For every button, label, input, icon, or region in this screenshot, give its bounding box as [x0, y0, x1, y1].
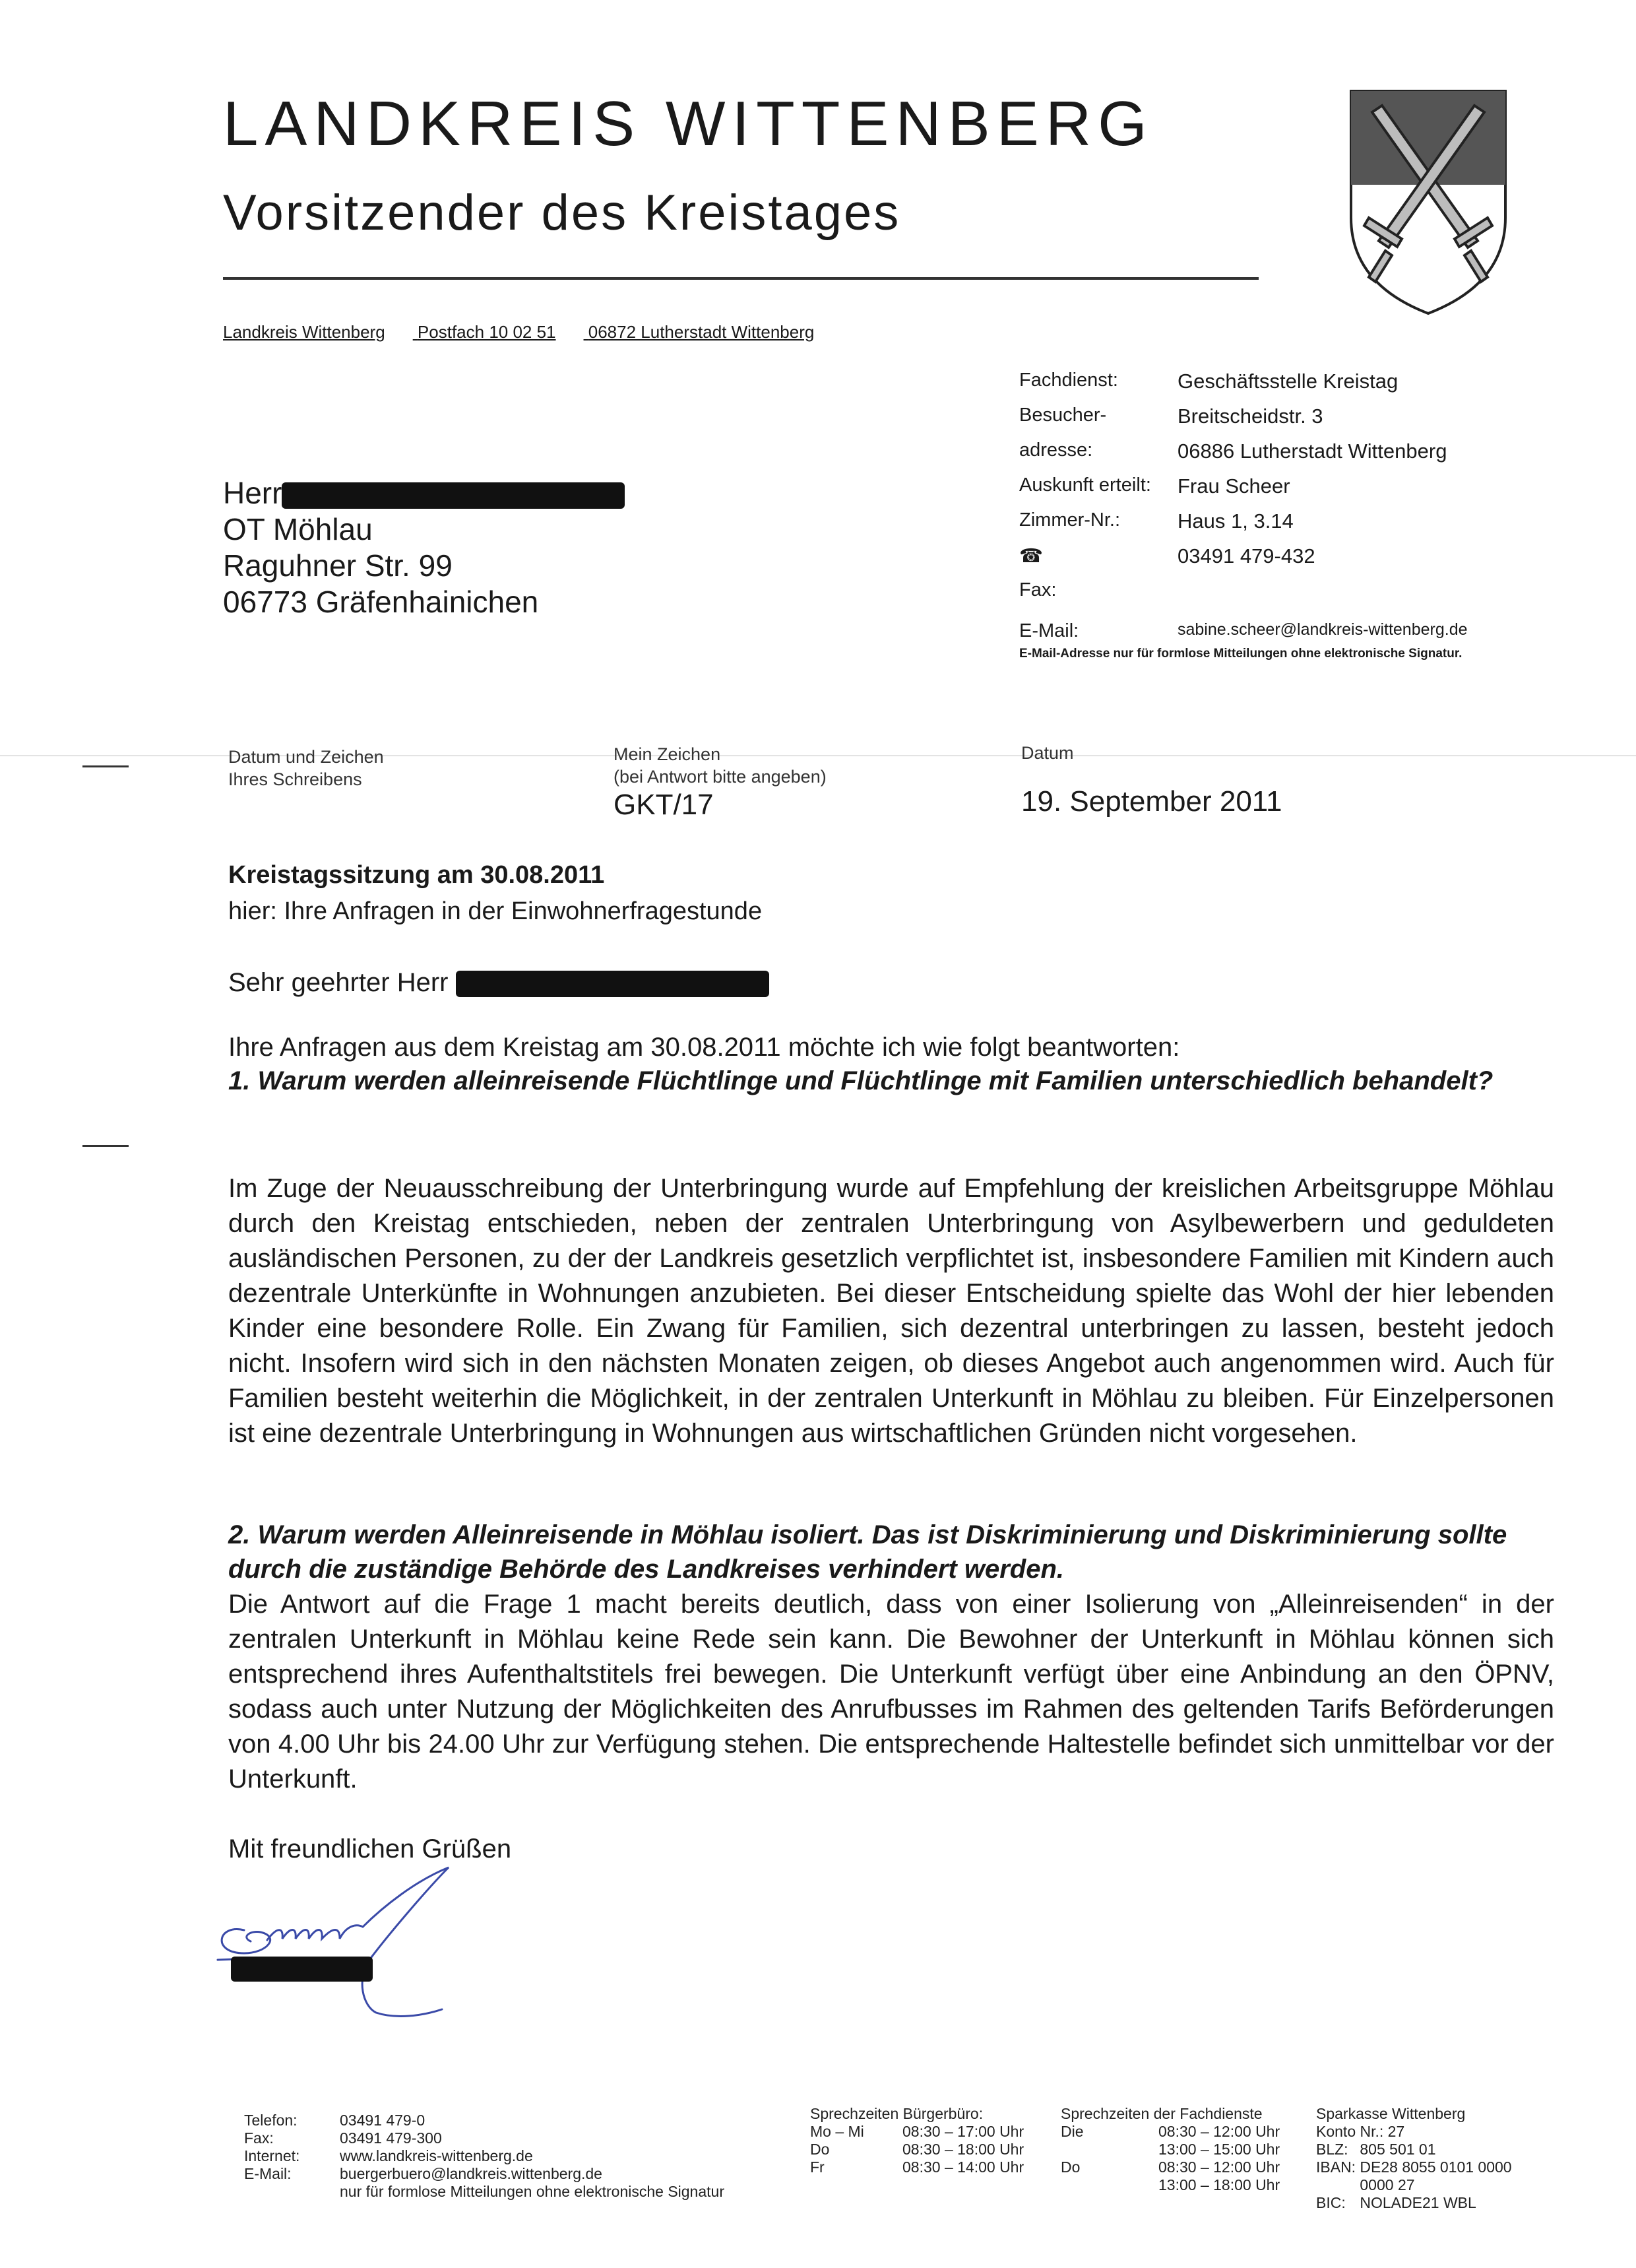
header-divider	[223, 277, 1259, 280]
fold-mark	[82, 1145, 129, 1147]
subject-line: Kreistagssitzung am 30.08.2011	[228, 861, 605, 889]
redacted-name	[282, 482, 625, 509]
recipient-name-line: Herr	[223, 475, 625, 511]
footer-office-hours: Sprechzeiten Bürgerbüro: Mo – Mi Do Fr 08:30 – 17:00 Uhr 08:30 – 18:00 Uhr 08:30 – 14:00 Uhr	[810, 2105, 1024, 2176]
my-reference-label: Mein Zeichen (bei Antwort bitte angeben)	[614, 744, 827, 787]
your-reference-label: Datum und Zeichen Ihres Schreibens	[228, 747, 384, 789]
footer-contact-labels: Telefon: Fax: Internet: E-Mail:	[244, 2112, 300, 2182]
redacted-name	[456, 971, 769, 997]
signature	[204, 1861, 495, 2019]
email-note: E-Mail-Adresse nur für formlose Mitteilungen ohne elektronische Signatur.	[1019, 647, 1463, 661]
letter-date: 19. September 2011	[1021, 785, 1282, 818]
recipient-line: OT Möhlau	[223, 512, 373, 546]
question-1: 1. Warum werden alleinreisende Flüchtlinge und Flüchtlinge mit Familien unterschiedlich behandelt?	[228, 1066, 1494, 1095]
return-address-city: 06872 Lutherstadt Wittenberg	[588, 322, 815, 342]
question-2: 2. Warum werden Alleinreisende in Möhlau isoliert. Das ist Diskriminierung und Diskriminierung sollte durch die zuständige Behörde des Landkreises verhindert werden.	[228, 1520, 1507, 1584]
answer-1: Im Zuge der Neuausschreibung der Unterbringung wurde auf Empfehlung der kreislichen Arbeitsgruppe Möhlau durch den Kreistag entschieden, neben der zentralen Unterbringung von Asylbewerbern und geduldeten ausländischen Personen, zu der der Landkreis gesetzlich verpflichtet ist, insbesondere Familien mit Kindern auch dezentrale Unterkünfte in Wohnungen anzubieten. Bei dieser Entscheidung spielte das Wohl der hier lebenden Kinder eine besondere Rolle. Ein Zwang für Familien, sich dezentral unterbringen zu lassen, besteht jedoch nicht. Insofern wird sich in den nächsten Monaten zeigen, ob dieses Angebot auch angenommen wird. Auch für Familien besteht weiterhin die Möglichkeit, in der zentralen Unterkunft in Möhlau zu bleiben. Für Einzelpersonen ist eine dezentrale Unterbringung in Wohnungen aus wirtschaftlichen Gründen nicht vorgesehen.	[228, 1174, 1554, 1448]
answer-2: Die Antwort auf die Frage 1 macht bereits deutlich, dass von einer Isolierung von „Alleinreisenden“ in der zentralen Unterkunft in Möhlau keine Rede sein kann. Die Bewohner der Unterkunft in Möhlau können sich entsprechend ihres Aufenthaltstitels frei bewegen. Die Unterkunft verfügt über eine Anbindung an den ÖPNV, sodass auch unter Nutzung der Möglichkeiten des Anrufbusses im Rahmen des geltenden Tarifs Beförderungen von 4.00 Uhr bis 24.00 Uhr zur Verfügung stehen. Die entsprechende Haltestelle befindet sich unmittelbar vor der Unterkunft.	[228, 1590, 1554, 1794]
return-address-pobox: Postfach 10 02 51	[417, 322, 556, 342]
redacted-signatory-name	[231, 1957, 373, 1982]
return-address-org: Landkreis Wittenberg	[223, 322, 385, 342]
date-label: Datum	[1021, 743, 1074, 763]
organization-name: LANDKREIS WITTENBERG	[223, 88, 1154, 159]
recipient-line: 06773 Gräfenhainichen	[223, 585, 539, 619]
coat-of-arms-icon	[1346, 86, 1511, 317]
email-link[interactable]: sabine.scheer@landkreis-wittenberg.de	[1178, 620, 1468, 639]
recipient-line: Raguhner Str. 99	[223, 548, 453, 583]
intro-text: Ihre Anfragen aus dem Kreistag am 30.08.2011 möchte ich wie folgt beantworten:	[228, 1033, 1180, 1062]
phone-icon: ☎	[1019, 546, 1044, 567]
subject-detail: hier: Ihre Anfragen in der Einwohnerfragestunde	[228, 897, 763, 925]
organization-subtitle: Vorsitzender des Kreistages	[223, 185, 901, 241]
my-reference-value: GKT/17	[614, 789, 714, 821]
fold-mark	[82, 765, 129, 767]
footer-email-link[interactable]: buergerbuero@landkreis.wittenberg.de	[340, 2165, 602, 2182]
website-link[interactable]: www.landkreis-wittenberg.de	[340, 2147, 533, 2164]
footer-bank-details: Sparkasse Wittenberg Konto Nr.: 27 BLZ: 805 501 01 IBAN: DE28 8055 0101 0000 0000 27 BIC: NOLADE21 WBL	[1316, 2105, 1512, 2211]
salutation: Sehr geehrter Herr	[228, 968, 769, 998]
footer-department-hours: Sprechzeiten der Fachdienste Die Do 08:30 – 12:00 Uhr 13:00 – 15:00 Uhr 08:30 – 12:00 Uhr 13:00 – 18:00 Uhr	[1061, 2105, 1280, 2193]
closing: Mit freundlichen Grüßen	[228, 1834, 512, 1863]
return-address	[223, 322, 842, 342]
recipient-address	[223, 475, 625, 620]
footer-contact-values: 03491 479-0 03491 479-300 www.landkreis-wittenberg.de buergerbuero@landkreis.wittenberg.de nur für formlose Mitteilungen ohne elektronische Signatur	[340, 2112, 724, 2200]
